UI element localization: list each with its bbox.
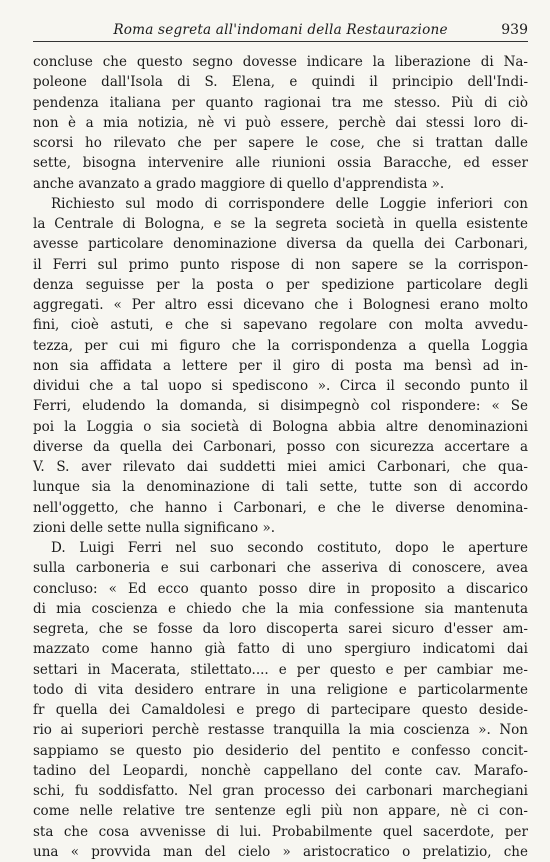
- text-line: non sia affidata a lettere per il giro di posta ma bensì ad in-: [33, 357, 528, 374]
- text-line: concluso: « Ed ecco quanto posso dire in proposito a discarico: [33, 580, 528, 597]
- text-line: denza seguisse per la posta o per spedizione particolare degli: [33, 276, 528, 293]
- running-title: Roma segreta all'indomani della Restaurazione: [113, 22, 448, 38]
- text-line: avesse particolare denominazione diversa da quella dei Carbonari,: [33, 236, 528, 253]
- text-line: pendenza italiana per quanto ragionai tra me stesso. Più di ciò: [33, 94, 528, 111]
- paragraph: [33, 538, 528, 862]
- text-line: scorsi ho rilevato che per sapere le cose, che si trattan dalle: [33, 135, 528, 151]
- text-line: aggregati. « Per altro essi dicevano che i Bolognesi erano molto: [33, 297, 528, 313]
- text-line: tadino del Leopardi, nonchè cappellano del conte cav. Marafo-: [33, 762, 528, 779]
- text-line: poleone dall'Isola di S. Elena, e quindi il principio dell'Indi-: [33, 74, 528, 91]
- text-line: anche avanzato a grado maggiore di quello d'apprendista ».: [33, 175, 445, 192]
- text-line: una « provvida man del cielo » aristocratico o prelatizio, che: [33, 843, 528, 860]
- text-line: schi, fu soddisfatto. Nel gran processo dei carbonari marchegiani: [33, 783, 528, 799]
- page-number: 939: [501, 22, 528, 38]
- text-line: sulla carboneria e sui carbonari che asseriva di conoscere, avea: [33, 560, 528, 577]
- text-line: rio ai superiori perchè restasse tranquilla la mia coscienza ». Non: [33, 722, 528, 739]
- text-line: D. Luigi Ferri nel suo secondo costituto, dopo le aperture: [51, 540, 528, 556]
- text-line: poi la Loggia o sia società di Bologna abbia altre denominazioni: [33, 418, 528, 435]
- text-line: sette, bisogna intervenire alle riunioni ossia Baracche, ed esser: [33, 155, 528, 172]
- paragraph: [33, 52, 528, 194]
- text-line: mazzato come hanno già fatto di uno spergiuro indicatomi dai: [33, 641, 528, 658]
- paragraph: [33, 194, 528, 538]
- text-line: come nelle relative tre sentenze egli più non appare, nè ci con-: [33, 803, 528, 820]
- text-line: segreta, che se fosse da loro discoperta sarei sicuro d'esser am-: [33, 621, 528, 637]
- text-line: sta che cosa avvenisse di lui. Probabilmente quel sacerdote, per: [33, 823, 528, 840]
- text-line: il Ferri sul primo punto rispose di non sapere se la corrispon-: [33, 256, 528, 273]
- text-line: diverse da quella dei Carbonari, posso con sicurezza accertare a: [33, 438, 528, 455]
- text-line: todo di vita desidero entrare in una religione e particolarmente: [33, 681, 528, 698]
- text-line: settari in Macerata, stilettato.... e per questo e per cambiar me-: [33, 661, 528, 678]
- text-line: sappiamo se questo pio desiderio del pentito e confesso concit-: [33, 742, 528, 759]
- body-text: [33, 52, 528, 862]
- text-line: fini, cioè astuti, e che si sapevano regolare con molta avvedu-: [33, 317, 528, 334]
- text-line: fr quella dei Camaldolesi e prego di partecipare questo deside-: [33, 702, 528, 718]
- text-line: Richiesto sul modo di corrispondere delle Loggie inferiori con: [51, 195, 528, 212]
- text-line: concluse che questo segno dovesse indicare la liberazione di Na-: [33, 54, 528, 70]
- text-line: zioni delle sette nulla significano ».: [33, 519, 275, 536]
- text-line: la Centrale di Bologna, e se la segreta società in quella esistente: [33, 216, 528, 232]
- text-line: non è a mia notizia, nè vi può essere, perchè dai stessi loro di-: [33, 114, 528, 131]
- text-line: Ferri, eludendo la domanda, si disimpegnò col rispondere: « Se: [33, 398, 528, 415]
- text-line: tezza, per cui mi figuro che la corrispondenza a quella Loggia: [33, 337, 528, 354]
- text-line: lunque sia la denominazione di tali sette, tutte son di accordo: [33, 479, 528, 496]
- running-header: [33, 22, 528, 42]
- text-line: nell'oggetto, che hanno i Carbonari, e che le diverse denomina-: [33, 499, 528, 516]
- text-line: di mia coscienza e chiedo che la mia confessione sia mantenuta: [33, 600, 528, 617]
- text-line: dividui che a tal uopo si spediscono ». Circa il secondo punto il: [33, 378, 528, 394]
- text-line: V. S. aver rilevato dai suddetti miei amici Carbonari, che qua-: [33, 459, 528, 475]
